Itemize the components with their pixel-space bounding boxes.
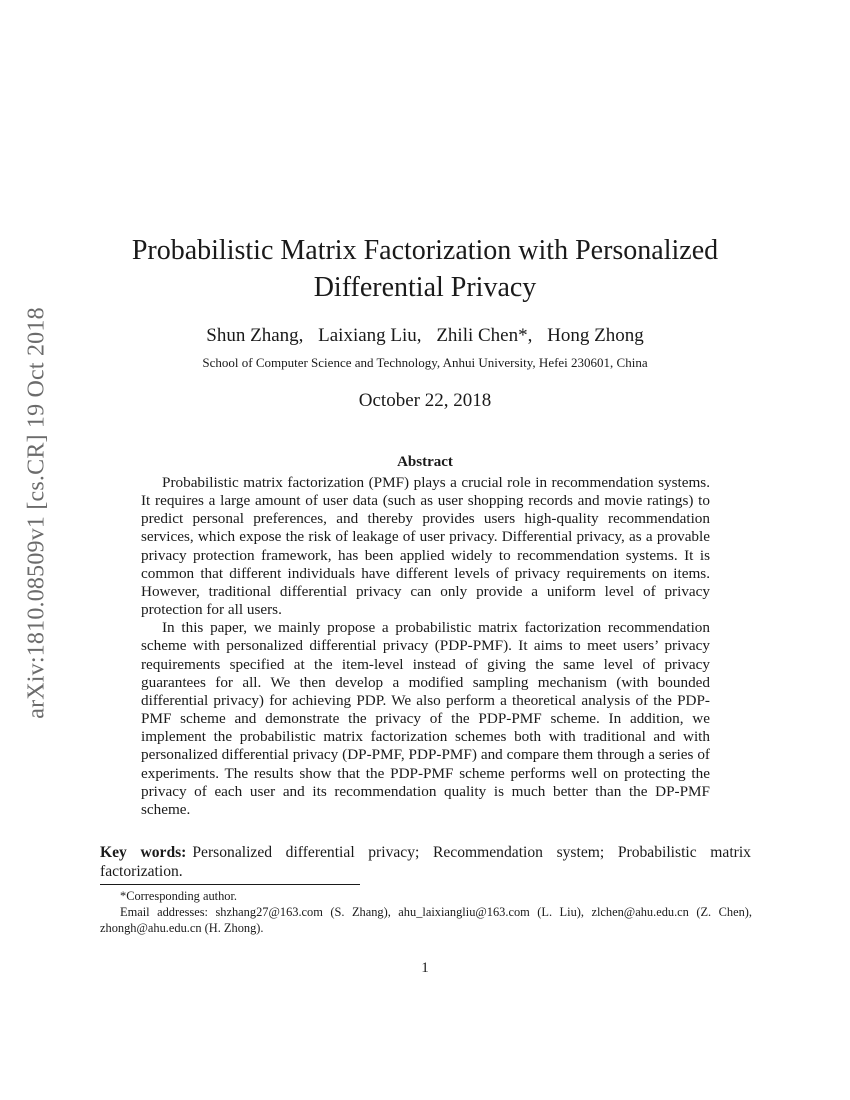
publication-date: October 22, 2018 xyxy=(358,390,492,411)
keywords-text: Personalized differential privacy; Recommendation system; Probabilistic matrix factorization. xyxy=(100,844,751,880)
abstract-paragraph: Probabilistic matrix factorization (PMF) plays a crucial role in recommendation systems. It requires a large amount of user data (such as user shopping records and movie ratings) to predict personal preferences, and thereby provides users high-quality recommendation services, which expose the risk of leakage of user privacy. Differential privacy, as a provable privacy protection framework, has been applied widely to recommendation systems. It is common that different individuals have different levels of privacy requirements on items. However, traditional differential privacy can only provide a uniform level of privacy protection for all users. xyxy=(141,474,710,619)
abstract-heading: Abstract xyxy=(397,454,453,470)
affiliation: School of Computer Science and Technology, Anhui University, Hefei 230601, China xyxy=(202,355,648,370)
keywords-section xyxy=(100,843,751,881)
paper-title xyxy=(110,232,740,306)
title-line-2: Differential Privacy xyxy=(313,272,537,303)
author-list xyxy=(0,324,850,348)
corresponding-author-note: *Corresponding author. xyxy=(120,889,238,903)
author-name: Laixiang Liu, xyxy=(318,325,422,346)
email-addresses-note: Email addresses: shzhang27@163.com (S. Zhang), ahu_laixiangliu@163.com (L. Liu), zlchen@ahu.edu.cn (Z. Chen), zhongh@ahu.edu.cn (H. Zhong). xyxy=(100,905,752,935)
arxiv-identifier: arXiv:1810.08509v1 [cs.CR] 19 Oct 2018 xyxy=(23,307,50,719)
footnote-rule xyxy=(100,884,360,885)
author-name: Shun Zhang, xyxy=(206,325,304,346)
author-name: Hong Zhong xyxy=(547,325,644,346)
footnotes xyxy=(100,888,752,936)
abstract-paragraph: In this paper, we mainly propose a probabilistic matrix factorization recommendation scheme with personalized differential privacy (PDP-PMF). It aims to meet users’ privacy requirements specified at the item-level instead of giving the same level of privacy guarantees for all. We then develop a modified sampling mechanism (with bounded differential privacy) for achieving PDP. We also perform a theoretical analysis of the PDP-PMF scheme and demonstrate the privacy of the PDP-PMF scheme. In addition, we implement the probabilistic matrix factorization schemes both with traditional and with personalized differential privacy (DP-PMF, PDP-PMF) and compare them through a series of experiments. The results show that the PDP-PMF scheme performs well on protecting the privacy of each user and its recommendation quality is much better than the DP-PMF scheme. xyxy=(141,619,710,818)
abstract-body xyxy=(141,474,710,819)
keywords-label: Key words: xyxy=(100,844,187,861)
page-number: 1 xyxy=(421,960,429,976)
title-line-1: Probabilistic Matrix Factorization with Personalized xyxy=(131,235,719,266)
author-name: Zhili Chen*, xyxy=(436,325,533,346)
